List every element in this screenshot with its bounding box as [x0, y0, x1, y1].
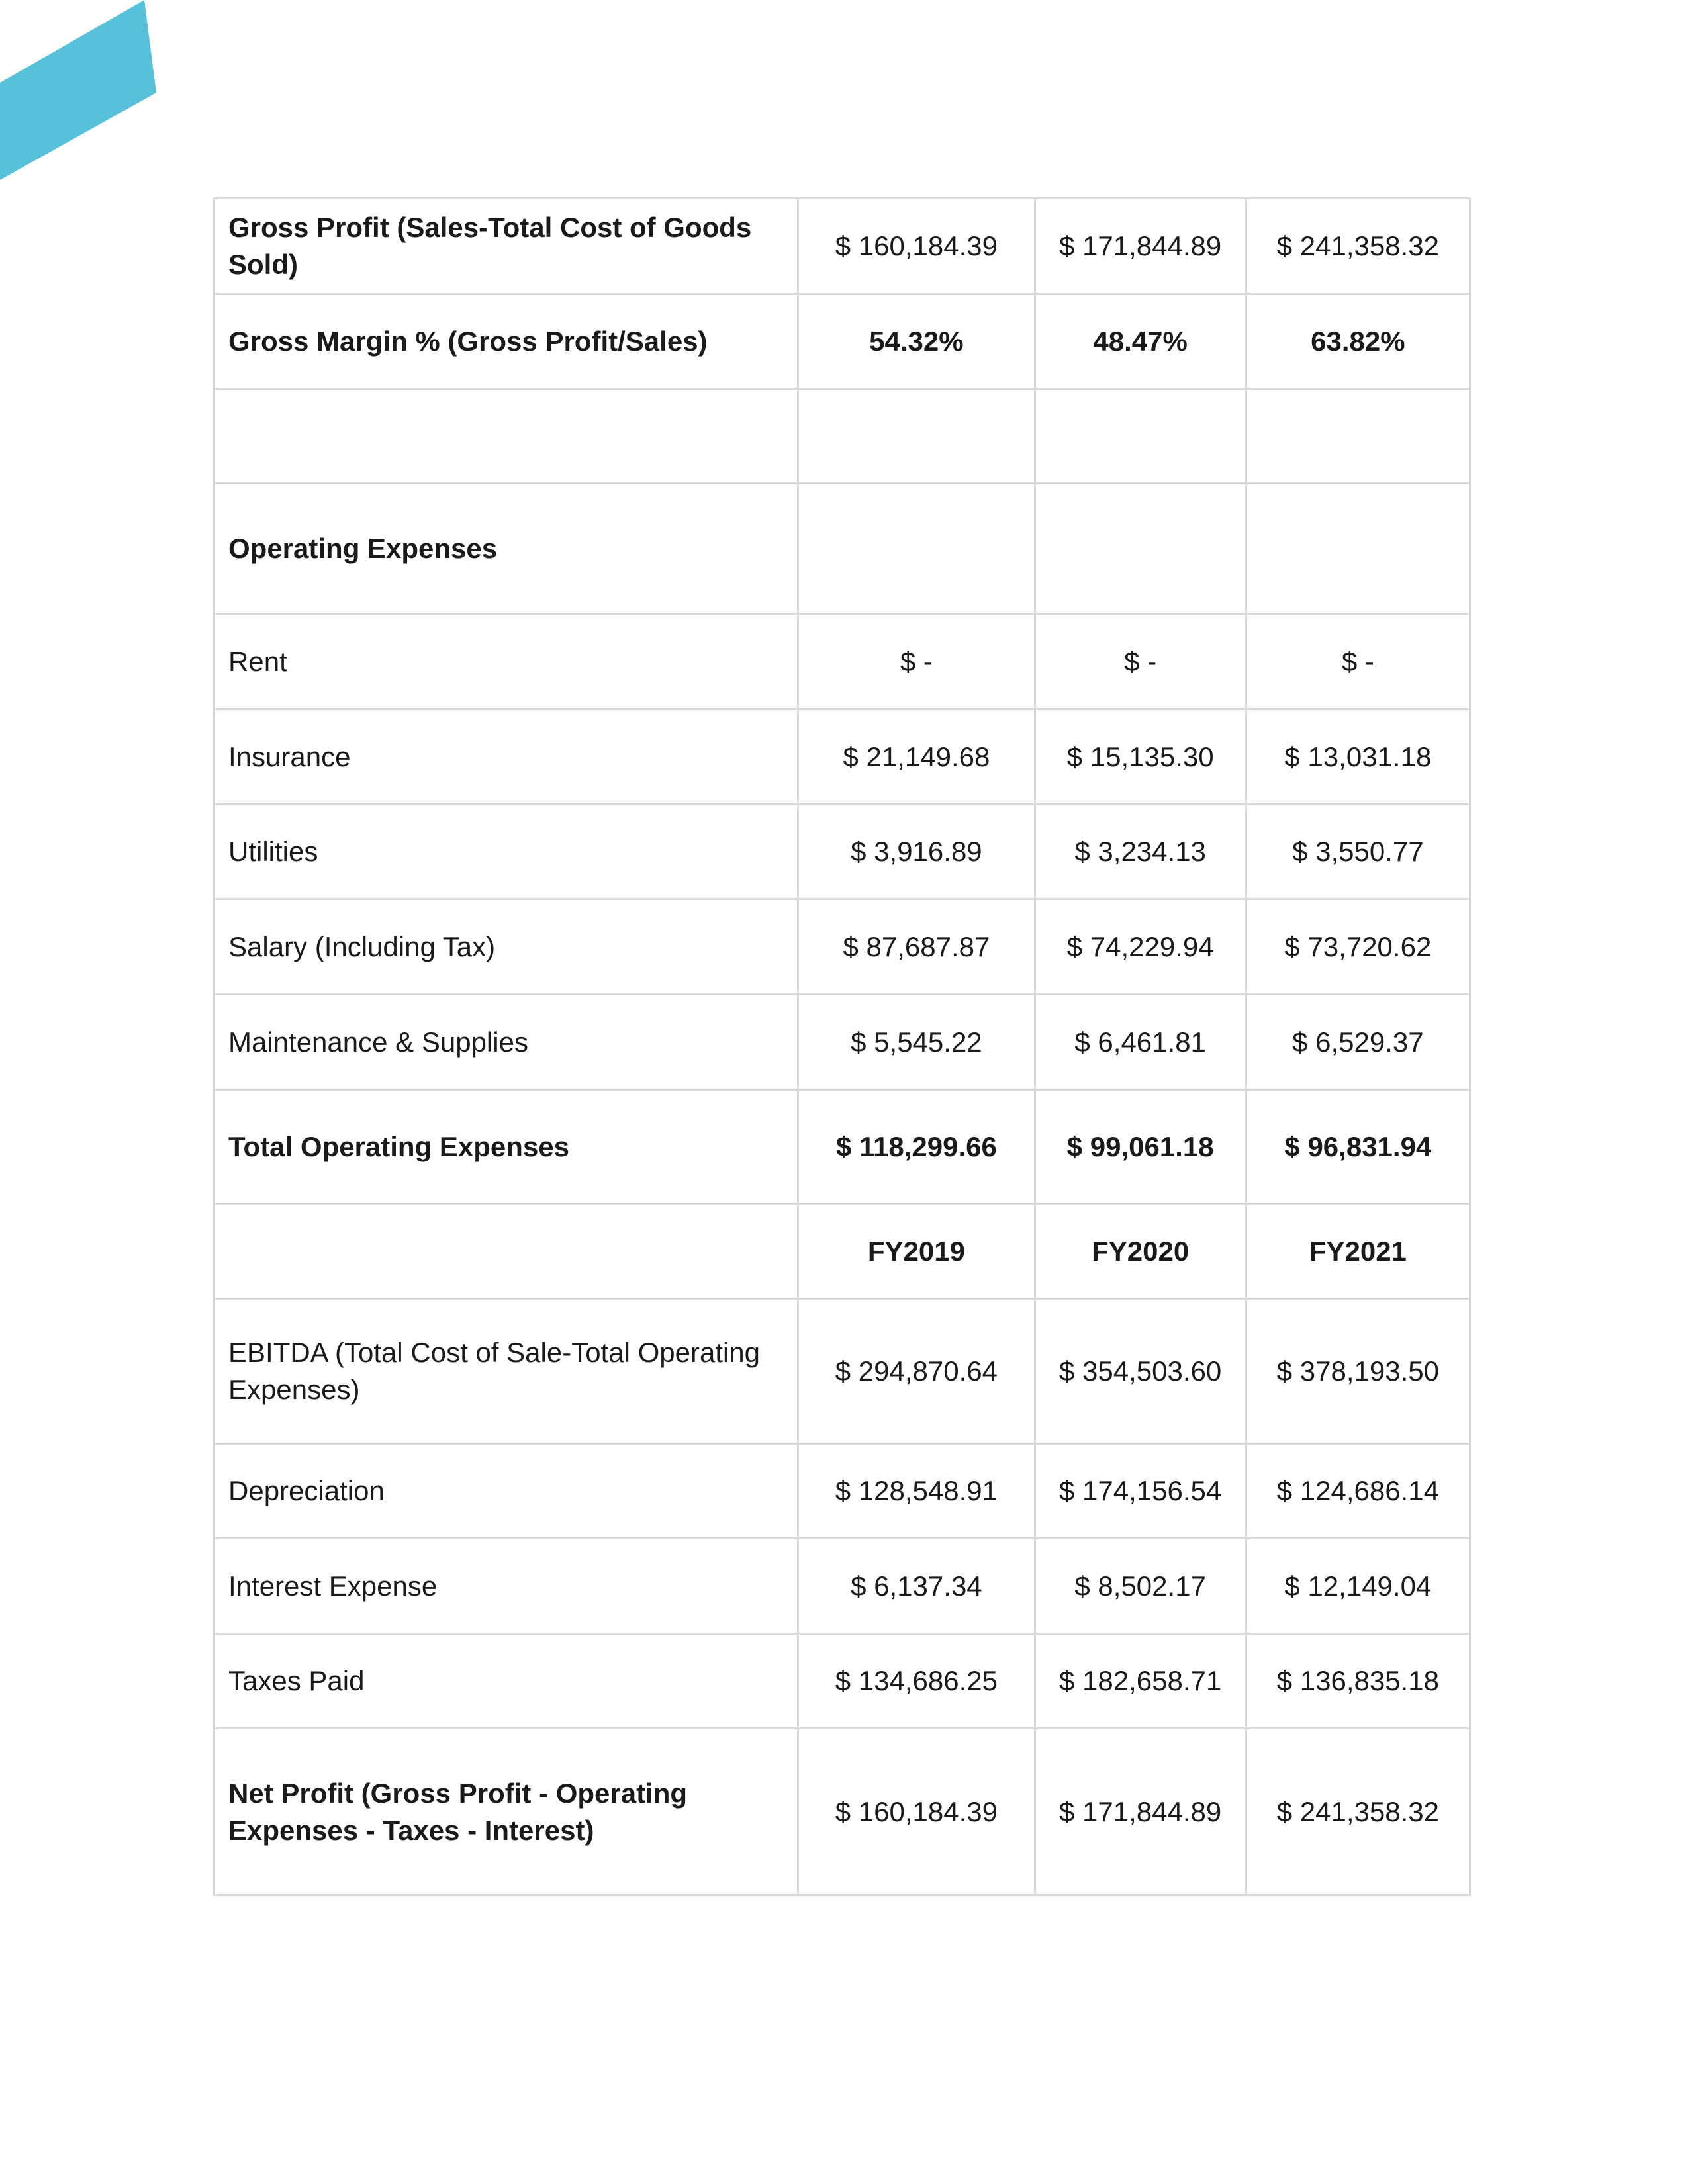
table-row-depreciation [214, 1444, 1470, 1539]
row-value-col-3: $ 13,031.18 [1246, 709, 1470, 805]
row-value-col-1: FY2019 [798, 1204, 1035, 1299]
table-row-gross-profit [214, 199, 1470, 294]
row-value-col-2: $ 171,844.89 [1035, 1729, 1246, 1895]
table-row-blank [214, 389, 1470, 484]
row-value-col-1: $ 128,548.91 [798, 1444, 1035, 1539]
table-row-total-opex [214, 1090, 1470, 1204]
row-value-col-3 [1246, 389, 1470, 484]
row-label: Operating Expenses [214, 484, 798, 614]
row-value-col-2: 48.47% [1035, 294, 1246, 389]
row-value-col-1: 54.32% [798, 294, 1035, 389]
row-value-col-1: $ 6,137.34 [798, 1539, 1035, 1634]
row-label: Maintenance & Supplies [214, 995, 798, 1090]
table-row-net-profit [214, 1729, 1470, 1895]
financial-table-container [213, 197, 1471, 1896]
row-value-col-3: $ 378,193.50 [1246, 1299, 1470, 1444]
table-row-gross-margin [214, 294, 1470, 389]
row-label: Depreciation [214, 1444, 798, 1539]
row-value-col-3: $ 12,149.04 [1246, 1539, 1470, 1634]
row-label: Taxes Paid [214, 1634, 798, 1729]
row-value-col-3: $ 136,835.18 [1246, 1634, 1470, 1729]
row-label: Net Profit (Gross Profit - Operating Expenses - Taxes - Interest) [214, 1729, 798, 1895]
row-value-col-2: $ 354,503.60 [1035, 1299, 1246, 1444]
row-value-col-2: $ 182,658.71 [1035, 1634, 1246, 1729]
row-value-col-1: $ - [798, 614, 1035, 709]
row-value-col-3: $ 73,720.62 [1246, 899, 1470, 995]
row-value-col-3: $ 241,358.32 [1246, 1729, 1470, 1895]
table-row-utilities [214, 805, 1470, 899]
row-value-col-2: FY2020 [1035, 1204, 1246, 1299]
row-value-col-3: 63.82% [1246, 294, 1470, 389]
table-row-maintenance [214, 995, 1470, 1090]
table-row-taxes [214, 1634, 1470, 1729]
row-value-col-3: FY2021 [1246, 1204, 1470, 1299]
table-row-fy-header [214, 1204, 1470, 1299]
row-value-col-1: $ 118,299.66 [798, 1090, 1035, 1204]
table-row-ebitda [214, 1299, 1470, 1444]
table-row-salary [214, 899, 1470, 995]
row-label: Interest Expense [214, 1539, 798, 1634]
row-label: EBITDA (Total Cost of Sale-Total Operating Expenses) [214, 1299, 798, 1444]
row-value-col-3: $ 241,358.32 [1246, 199, 1470, 294]
row-value-col-2: $ 8,502.17 [1035, 1539, 1246, 1634]
row-value-col-2 [1035, 389, 1246, 484]
table-row-opex-header [214, 484, 1470, 614]
row-value-col-1: $ 5,545.22 [798, 995, 1035, 1090]
row-value-col-1 [798, 389, 1035, 484]
row-value-col-2 [1035, 484, 1246, 614]
row-label: Salary (Including Tax) [214, 899, 798, 995]
row-value-col-3: $ 124,686.14 [1246, 1444, 1470, 1539]
row-value-col-1: $ 87,687.87 [798, 899, 1035, 995]
row-label: Total Operating Expenses [214, 1090, 798, 1204]
row-value-col-2: $ 6,461.81 [1035, 995, 1246, 1090]
row-value-col-2: $ 99,061.18 [1035, 1090, 1246, 1204]
row-value-col-1: $ 21,149.68 [798, 709, 1035, 805]
row-label: Gross Margin % (Gross Profit/Sales) [214, 294, 798, 389]
corner-accent-shape [0, 0, 159, 185]
row-value-col-1: $ 160,184.39 [798, 199, 1035, 294]
row-value-col-3: $ 3,550.77 [1246, 805, 1470, 899]
row-value-col-3: $ - [1246, 614, 1470, 709]
row-value-col-2: $ 171,844.89 [1035, 199, 1246, 294]
row-value-col-1 [798, 484, 1035, 614]
row-value-col-1: $ 134,686.25 [798, 1634, 1035, 1729]
row-value-col-1: $ 294,870.64 [798, 1299, 1035, 1444]
row-value-col-2: $ 3,234.13 [1035, 805, 1246, 899]
row-value-col-2: $ 74,229.94 [1035, 899, 1246, 995]
row-value-col-2: $ - [1035, 614, 1246, 709]
table-row-insurance [214, 709, 1470, 805]
table-row-rent [214, 614, 1470, 709]
row-label [214, 389, 798, 484]
row-value-col-3: $ 96,831.94 [1246, 1090, 1470, 1204]
row-label: Utilities [214, 805, 798, 899]
row-value-col-1: $ 160,184.39 [798, 1729, 1035, 1895]
row-value-col-1: $ 3,916.89 [798, 805, 1035, 899]
row-value-col-2: $ 174,156.54 [1035, 1444, 1246, 1539]
row-label [214, 1204, 798, 1299]
row-value-col-3 [1246, 484, 1470, 614]
row-value-col-3: $ 6,529.37 [1246, 995, 1470, 1090]
row-label: Rent [214, 614, 798, 709]
table-row-interest [214, 1539, 1470, 1634]
financial-summary-table [213, 197, 1471, 1896]
row-label: Insurance [214, 709, 798, 805]
row-value-col-2: $ 15,135.30 [1035, 709, 1246, 805]
row-label: Gross Profit (Sales-Total Cost of Goods Sold) [214, 199, 798, 294]
